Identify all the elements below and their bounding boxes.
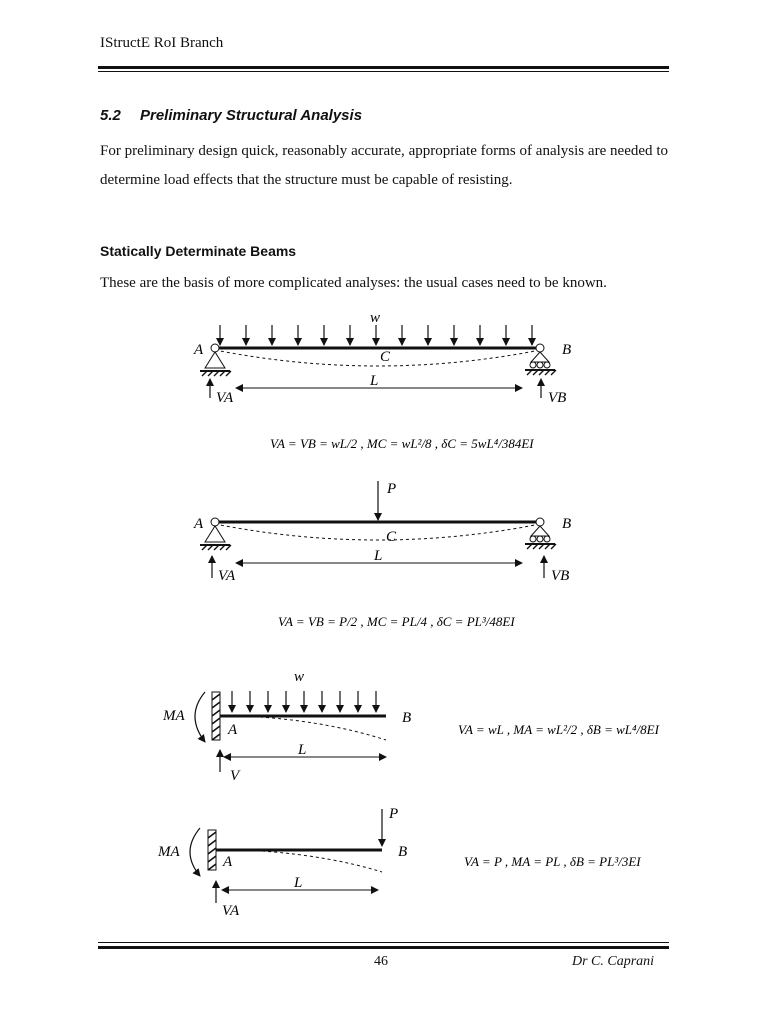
deflected-shape	[262, 851, 382, 872]
label-b: B	[402, 710, 412, 726]
moment-label: MA	[158, 844, 180, 860]
fixed-support	[212, 692, 220, 740]
header-title: IStructE RoI Branch	[100, 35, 224, 51]
deflected-shape	[215, 524, 540, 540]
formula-udl-cantilever: VA = wL , MA = wL²/2 , δB = wL⁴/8EI	[458, 722, 659, 737]
reaction-left-label: VA	[218, 568, 236, 584]
deflected-shape	[260, 717, 386, 740]
reaction-label: V	[230, 768, 240, 784]
subsection-intro: These are the basis of more complicated analyses: the usual cases need to be known.	[100, 275, 607, 291]
udl-arrows	[220, 325, 532, 345]
point-load-label-p: P	[389, 806, 399, 822]
label-c: C	[380, 349, 391, 365]
subsection-title: Statically Determinate Beams	[100, 243, 297, 259]
label-a: A	[228, 722, 238, 738]
span-label: L	[298, 742, 307, 758]
reaction-left-label: VA	[216, 390, 234, 406]
label-c: C	[386, 529, 397, 545]
udl-label-w: w	[370, 310, 381, 326]
udl-label-w: w	[294, 669, 305, 685]
reaction-right-label: VB	[548, 390, 567, 406]
span-label: L	[374, 548, 383, 564]
formula-point-load-simply-supported: VA = VB = P/2 , MC = PL/4 , δC = PL³/48EI	[278, 614, 515, 629]
label-a: A	[194, 516, 204, 532]
section-number: 5.2	[100, 107, 121, 124]
udl-arrows	[232, 691, 376, 712]
reaction-right-label: VB	[551, 568, 570, 584]
label-b: B	[562, 516, 572, 532]
section-title: Preliminary Structural Analysis	[140, 107, 363, 124]
span-label: L	[294, 875, 303, 891]
formula-point-load-cantilever: VA = P , MA = PL , δB = PL³/3EI	[464, 854, 641, 869]
label-a: A	[194, 342, 204, 358]
udl-cantilever-diagram	[162, 669, 660, 784]
page-number: 46	[374, 954, 388, 969]
footer-rule-thin	[98, 942, 669, 943]
span-label: L	[370, 373, 379, 389]
section-intro: For preliminary design quick, reasonably accurate, appropriate forms of analysis are needed to determine load effects that the structure must be capable of resisting.	[100, 143, 668, 188]
udl-simply-supported-diagram	[193, 310, 571, 451]
label-b: B	[398, 844, 408, 860]
moment-arrow	[195, 692, 205, 742]
author: Dr C. Caprani	[572, 954, 655, 969]
fixed-support	[208, 830, 216, 870]
footer-rule	[98, 946, 669, 949]
point-load-cantilever-diagram	[157, 806, 641, 919]
reaction-label: VA	[222, 903, 240, 919]
label-b: B	[562, 342, 572, 358]
point-load-simply-supported-diagram	[193, 481, 571, 629]
point-load-label-p: P	[387, 481, 397, 497]
formula-udl-simply-supported: VA = VB = wL/2 , MC = wL²/8 , δC = 5wL⁴/384EI	[270, 436, 534, 451]
deflected-shape	[215, 350, 540, 366]
moment-label: MA	[163, 708, 185, 724]
moment-arrow	[190, 828, 200, 876]
label-a: A	[223, 854, 233, 870]
